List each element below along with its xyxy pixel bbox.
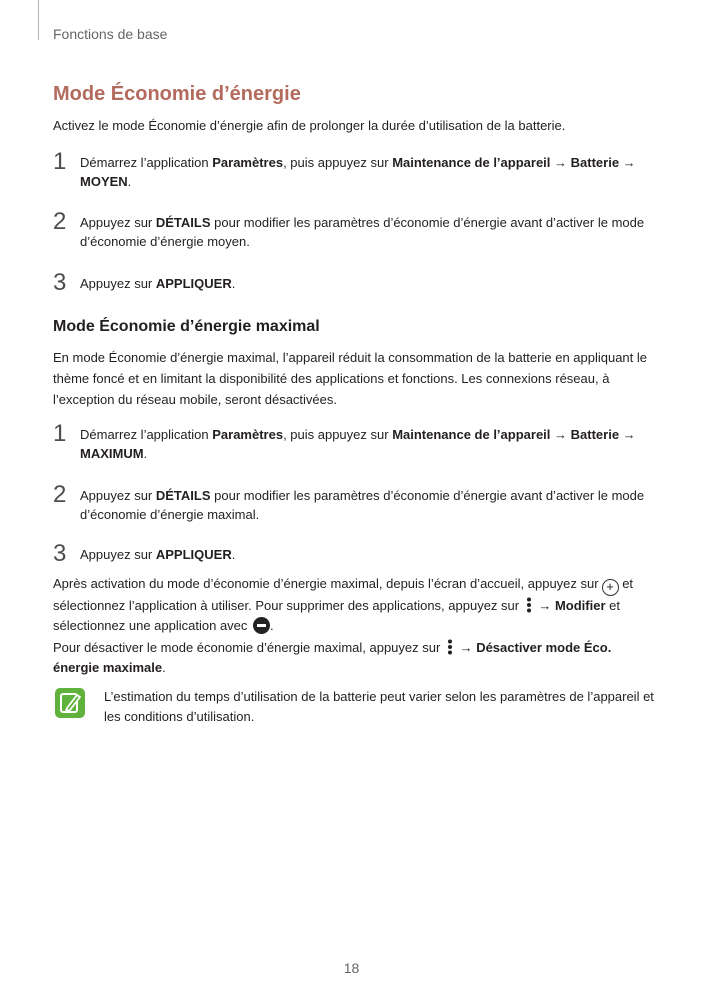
- step-text: Appuyez sur APPLIQUER.: [80, 276, 236, 291]
- add-circle-icon: +: [602, 579, 619, 596]
- step-number: 1: [53, 420, 67, 447]
- section-title: Mode Économie d’énergie maximal: [53, 318, 320, 335]
- step-3: [53, 269, 653, 296]
- step-text: Appuyez sur DÉTAILS pour modifier les paramètres d’économie d’énergie avant d’activer le mode d’économie d’énergie moyen.: [80, 215, 645, 249]
- step-number: 2: [53, 481, 67, 508]
- step-number: 1: [53, 148, 67, 175]
- deactivate-paragraph: Pour désactiver le mode économie d’énergie maximal, appuyez sur → Désactiver mode Éco. énergie maximale.: [53, 640, 612, 675]
- after-activation-paragraph: Après activation du mode d’économie d’énergie maximal, depuis l’écran d’accueil, appuyez sur + et sélectionnez l’application à utiliser. Pour supprimer des applications, appuyez sur → Modifier et sélectionnez une application avec .: [53, 576, 634, 633]
- step-number: 3: [53, 540, 67, 567]
- header-divider: [38, 0, 39, 40]
- step-1: [53, 420, 653, 463]
- step-2: [53, 481, 653, 524]
- more-options-icon: [525, 597, 533, 613]
- section-intro: En mode Économie d’énergie maximal, l’appareil réduit la consommation de la batterie en appliquant le thème foncé et en limitant la disponibilité des applications et fonctions. Les connexions réseau, à l’exception du réseau mobile, seront désactivées.: [53, 350, 648, 407]
- step-number: 2: [53, 208, 67, 235]
- step-3: [53, 540, 653, 567]
- remove-circle-icon: [253, 617, 270, 634]
- page-number: 18: [343, 960, 360, 976]
- section-header: Fonctions de base: [53, 26, 168, 42]
- step-2: [53, 208, 653, 251]
- step-text: Démarrez l’application Paramètres, puis appuyez sur Maintenance de l’appareil → Batterie → MAXIMUM.: [80, 427, 636, 461]
- step-text: Démarrez l’application Paramètres, puis appuyez sur Maintenance de l’appareil → Batterie → MOYEN.: [80, 155, 636, 189]
- step-1: [53, 148, 653, 191]
- note-text: L’estimation du temps d’utilisation de la batterie peut varier selon les paramètres de l’appareil et les conditions d’utilisation.: [104, 689, 654, 724]
- intro-paragraph: Activez le mode Économie d’énergie afin de prolonger la durée d’utilisation de la batterie.: [53, 118, 566, 133]
- more-options-icon: [446, 639, 454, 655]
- note-pencil-icon: [55, 688, 85, 718]
- step-text: Appuyez sur DÉTAILS pour modifier les paramètres d’économie d’énergie avant d’activer le mode d’économie d’énergie maximal.: [80, 488, 645, 522]
- step-text: Appuyez sur APPLIQUER.: [80, 547, 236, 562]
- page-title: Mode Économie d’énergie: [53, 83, 301, 105]
- step-number: 3: [53, 269, 67, 296]
